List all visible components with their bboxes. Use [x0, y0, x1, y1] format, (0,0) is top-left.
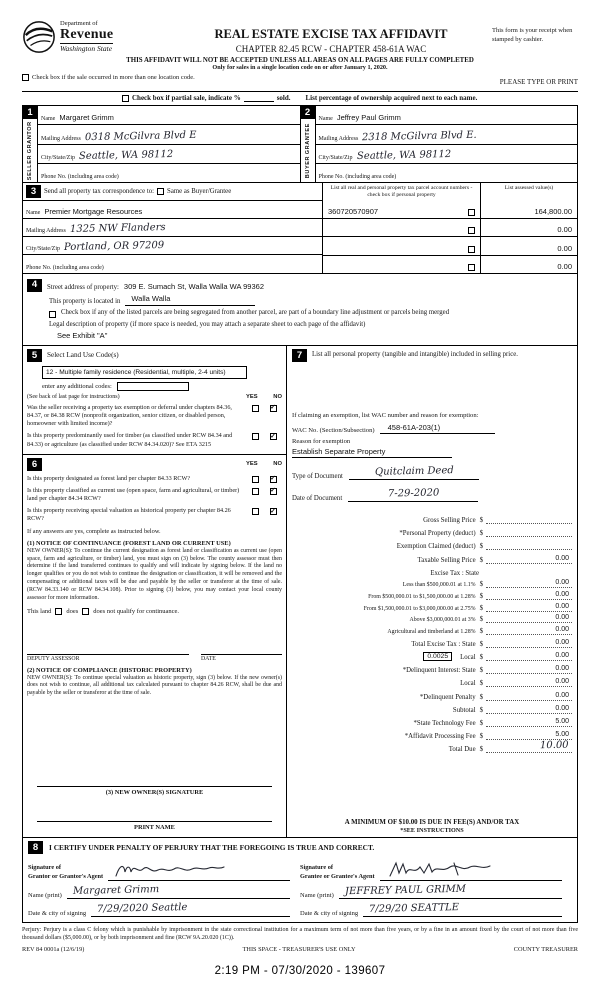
correspondence-csz-label: City/State/Zip: [26, 246, 60, 253]
yes-no-header-6: [246, 461, 282, 467]
tier4-row: [292, 612, 572, 624]
land-use-code-box[interactable]: 12 - Multiple family residence (Residential, multiple, 2-4 units): [42, 366, 247, 379]
date-of-document-value[interactable]: [348, 489, 478, 502]
ownership-note: List percentage of ownership acquired next to each name.: [305, 94, 478, 102]
historic-question-row: [27, 507, 282, 523]
does-checkbox[interactable]: [55, 608, 62, 615]
personal-property-checkbox-4[interactable]: [468, 264, 475, 271]
buyer-address-value[interactable]: 2318 McGilvra Blvd E.: [362, 129, 478, 143]
continuance-qualify-row: [27, 608, 282, 615]
street-address-label: Street address of property:: [47, 284, 119, 292]
section-8-badge: 8: [28, 841, 43, 854]
dollar-sign: $: [479, 733, 483, 741]
total-excise-state-value: 0.00: [486, 639, 572, 648]
deputy-date-line[interactable]: [201, 647, 282, 655]
section-3-badge: 3: [26, 185, 41, 198]
correspondence-address-value[interactable]: 1325 NW Flanders: [69, 222, 166, 236]
local-rate-box: 0.0025: [423, 652, 452, 661]
parcel-number-value[interactable]: 360720570907: [328, 206, 379, 216]
reason-exemption-value[interactable]: Establish Separate Property: [292, 447, 452, 458]
buyer-rail: [301, 106, 316, 182]
grantor-name-print-field[interactable]: [67, 883, 290, 899]
gross-selling-price-value[interactable]: [486, 515, 572, 524]
parcel-row: [323, 256, 480, 274]
land-use-title: Select Land Use Code(s): [47, 351, 119, 360]
delinquent-interest-local-row: [292, 674, 572, 687]
type-of-document-handwriting: Quitclaim Deed: [374, 464, 454, 478]
personal-property-blank-area[interactable]: [292, 362, 572, 412]
tier4-value: 0.00: [486, 614, 572, 623]
grantor-signing-block: [28, 859, 300, 917]
multi-location-label: Check box if the sale occurred in more than one location code.: [32, 74, 195, 81]
excise-tax-calculation: [292, 511, 572, 754]
assessed-values-header: List assessed value(s): [504, 185, 554, 192]
parcel-numbers-header: List all real and personal property tax parcel account numbers - check box if personal property: [330, 185, 473, 199]
seller-fields: [38, 106, 300, 182]
new-owner-signature-line[interactable]: [37, 777, 272, 787]
timber-no-checkbox[interactable]: ✓: [270, 432, 276, 440]
gross-selling-price-label: Gross Selling Price: [423, 516, 476, 524]
forest-yes-checkbox[interactable]: [252, 476, 259, 483]
historic-no-checkbox[interactable]: ✓: [270, 507, 276, 515]
same-as-buyer-checkbox[interactable]: [157, 188, 164, 195]
state-technology-fee-value: 5.00: [486, 718, 572, 727]
seller-csz-label: City/State/Zip: [41, 154, 75, 161]
seller-grantor-vertical-label: [27, 119, 33, 182]
parcel-numbers-column: [323, 183, 481, 273]
left-column: [23, 346, 287, 837]
seller-name-value[interactable]: Margaret Grimm: [59, 113, 114, 123]
print-name-label: PRINT NAME: [134, 823, 175, 831]
current-use-yes-checkbox[interactable]: [252, 488, 259, 495]
seller-section: [23, 106, 300, 182]
receipt-note: This form is your receipt when stamped by cashier.: [492, 27, 573, 43]
type-of-document-label: Type of Document: [292, 472, 343, 480]
timber-yes-checkbox[interactable]: [252, 433, 259, 440]
excise-tax-state-header: Excise Tax : State: [430, 569, 479, 577]
partial-percent-field[interactable]: [244, 95, 274, 102]
seller-rail: [23, 106, 38, 182]
multi-location-checkbox[interactable]: [22, 74, 29, 81]
grantor-signature-scribble: [112, 860, 232, 880]
tier3-value: 0.00: [486, 603, 572, 612]
timber-question: Is this property predominantly used for timber (as classified under RCW 84.34 and 84.33) or agriculture (as classified under RCW 84.34.020)? See ETA 3215: [27, 432, 233, 448]
current-use-question: Is this property classified as current use (open space, farm and agricultural, or timber) land per chapter 84.34 RCW?: [27, 486, 240, 503]
wac-value[interactable]: 458-61A-203(1): [380, 423, 495, 434]
tier4-label: Above $3,000,000.01 at 3%: [409, 617, 476, 624]
form-header: [22, 20, 578, 54]
forest-land-question: Is this property designated as forest land per chapter 84.33 RCW?: [27, 474, 191, 482]
tier2-value: 0.00: [486, 591, 572, 600]
historic-yes-checkbox[interactable]: [252, 508, 259, 515]
affidavit-processing-fee-label: *Affidavit Processing Fee: [404, 733, 476, 741]
dor-brand-text: [60, 20, 113, 54]
does-not-checkbox[interactable]: [82, 608, 89, 615]
buyer-fields: [316, 106, 578, 182]
grantor-signature-label: [28, 864, 103, 880]
historic-question: Is this property receiving special valuation as historical property per chapter 84.26 RCW?: [27, 507, 231, 523]
grantee-name-print-field[interactable]: [339, 883, 562, 899]
tier3-row: [292, 600, 572, 612]
assessed-values-column: [481, 183, 577, 273]
print-name-line[interactable]: [37, 812, 272, 822]
dollar-sign: $: [479, 516, 483, 524]
forest-no-checkbox[interactable]: ✓: [270, 474, 276, 482]
does-label: does: [66, 607, 79, 615]
tier2-label: From $500,000.01 to $1,500,000.00 at 1.28%: [368, 593, 476, 600]
section-5-badge: 5: [27, 349, 42, 362]
seller-phone-label: Phone No. (including area code): [41, 174, 119, 181]
does-not-label: does not qualify for continuance.: [93, 607, 180, 615]
assessed-value: 0.00: [481, 237, 577, 256]
form-revision-number: REV 84 0001a (12/6/19): [22, 945, 85, 953]
cashier-timestamp: 2:19 PM - 07/30/2020 - 139607: [214, 964, 386, 977]
agricultural-label: Agricultural and timberland at 1.28%: [387, 628, 476, 635]
correspondence-phone-label: Phone No. (including area code): [26, 265, 104, 272]
yes-no-header: [246, 394, 282, 400]
buyer-role-2: GRANTEE: [304, 122, 311, 155]
section-3: [22, 183, 578, 274]
date-label: DATE: [201, 655, 216, 662]
seller-address-label: Mailing Address: [41, 135, 81, 142]
new-owner-signature-label: (3) NEW OWNER(S) SIGNATURE: [105, 788, 204, 796]
section-2-badge: 2: [300, 106, 315, 119]
send-correspondence-label: Send all property tax correspondence to:: [44, 188, 155, 196]
correspondence-csz-value[interactable]: Portland, OR 97209: [63, 240, 165, 254]
exemption-claimed-row: [292, 537, 572, 550]
section-6: [23, 455, 286, 837]
delinquent-interest-local-label: Local: [460, 680, 476, 688]
current-use-question-row: [27, 487, 282, 503]
single-location-note: Only for sales in a single location code on or after January 1, 2020.: [212, 64, 388, 71]
exemption-claimed-label: Exemption Claimed (deduct): [396, 543, 476, 551]
dor-brand: [22, 20, 170, 54]
assessed-value: 164,800.00: [481, 200, 577, 219]
seller-role-2: GRANTOR: [27, 121, 33, 153]
additional-codes-label: enter any additional codes:: [42, 382, 112, 390]
subtotal-label: Subtotal: [452, 706, 476, 714]
tier1-value: 0.00: [486, 579, 572, 588]
dollar-sign: $: [479, 640, 483, 648]
signature-of-label: Signature of: [300, 864, 333, 872]
grantor-date-city-label: Date & city of signing: [28, 909, 87, 917]
type-of-document-value[interactable]: [349, 464, 479, 480]
multi-location-block: [22, 74, 197, 82]
state-technology-fee-row: [292, 714, 572, 727]
correspondence-name-label: Name: [26, 210, 41, 217]
type-print-row: [22, 74, 578, 91]
seller-address-value[interactable]: 0318 McGilvra Blvd E: [84, 129, 197, 143]
parcel-row: [323, 237, 480, 256]
certify-statement: I CERTIFY UNDER PENALTY OF PERJURY THAT THE FOREGOING IS TRUE AND CORRECT.: [49, 842, 375, 852]
chapter-line: CHAPTER 82.45 RCW - CHAPTER 458-61A WAC: [235, 44, 427, 54]
segregated-label: Check box if any of the listed parcels are being segregated from another parcel, are part of a boundary line adjustment or parcels being merged: [61, 309, 450, 317]
grantee-name-print-value: JEFFREY PAUL GRIMM: [344, 883, 466, 898]
tier2-row: [292, 588, 572, 600]
tier1-label: Less than $500,000.01 at 1.1%: [402, 582, 476, 589]
grantee-date-city-label: Date & city of signing: [300, 909, 359, 917]
personal-property-deduct-label: *Personal Property (deduct): [399, 530, 476, 538]
total-due-row: [292, 740, 572, 753]
total-excise-state-label: Total Excise Tax : State: [411, 640, 476, 648]
dollar-sign: $: [479, 706, 483, 714]
grantor-name-print-label: Name (print): [28, 891, 62, 899]
parties-row: [22, 105, 578, 183]
grantor-agent-label: Grantor or Grantor's Agent: [28, 872, 104, 880]
date-of-document-label: Date of Document: [292, 494, 343, 502]
affidavit-processing-fee-value: 5.00: [486, 731, 572, 740]
section-4-badge: 4: [27, 279, 42, 292]
tier3-label: From $1,500,000.01 to $3,000,000.00 at 2.75%: [363, 605, 476, 612]
section-5: [23, 346, 286, 455]
dollar-sign: $: [479, 746, 483, 754]
dollar-sign: $: [479, 680, 483, 688]
buyer-csz-value[interactable]: Seattle, WA 98112: [356, 148, 451, 162]
minimum-due-block: [292, 815, 572, 837]
signature-of-label: Signature of: [28, 864, 61, 872]
total-due-handwriting: 10.00: [540, 740, 570, 752]
grantee-date-city-field[interactable]: [363, 901, 562, 917]
section-6-badge: 6: [27, 458, 42, 471]
section-4: [22, 274, 578, 346]
exemption-no-checkbox[interactable]: ✓: [270, 404, 276, 412]
assessed-value: 0.00: [481, 219, 577, 238]
gross-selling-price-row: [292, 511, 572, 524]
correspondence-name-value[interactable]: Premier Mortgage Resources: [44, 207, 143, 217]
seller-name-label: Name: [41, 116, 56, 123]
grantee-signing-block: [300, 859, 572, 917]
dollar-sign: $: [479, 667, 483, 675]
exemption-claimed-value[interactable]: [486, 541, 572, 550]
timber-question-row: [27, 432, 282, 448]
legal-description-label: Legal description of property (if more space is needed, you may attach a separate sheet to each page of the affidavit): [49, 320, 366, 328]
grantor-signature-field[interactable]: [108, 859, 290, 881]
notice-continuance-body: NEW OWNER(S): To continue the current designation as forest land or classification as current use (open space, farm and agriculture, or timber) land, you must sign on (3) below. The county assessor must then determine if the land transferred continues to qualify and will indicate by signing below. If the land no longer qualifies or you do not wish to continue the designation or classification, it will be removed and the compensating or additional taxes will be due and payable by the seller or transferor at the time of sale. (RCW 84.33.140 or RCW 84.34.108). Prior to signing (3) below, you may contact your local county assessor for more information.: [27, 547, 282, 601]
grantee-signature-scribble: [384, 860, 504, 880]
tier1-row: [292, 577, 572, 589]
local-label: Local: [460, 654, 476, 662]
see-back-note: (See back of last page for instructions): [27, 393, 120, 400]
treasurer-space-label: THIS SPACE - TREASURER'S USE ONLY: [242, 945, 356, 953]
if-yes-note: If any answers are yes, complete as instructed below.: [27, 527, 161, 535]
perjury-statement: Perjury: Perjury is a class C felony which is punishable by imprisonment in the state correctional institution for a maximum term of not more than five years, or by a fine in an amount fixed by the court of not more than five thousand dollars ($5,000.00), or by both imprisonment and fine (RCW 9A.20.020 (1C)).: [22, 926, 578, 942]
washington-state-label: Washington State: [60, 44, 113, 54]
footer-row: [22, 946, 578, 953]
buyer-role-1: BUYER: [304, 156, 311, 179]
section-7: [287, 346, 577, 837]
located-in-value[interactable]: Walla Walla: [125, 294, 255, 306]
forest-land-question-row: [27, 475, 282, 483]
segregated-checkbox[interactable]: [49, 311, 56, 318]
dollar-sign: $: [479, 581, 483, 589]
total-due-value: [486, 741, 572, 753]
delinquent-interest-local-value: 0.00: [486, 678, 572, 687]
dollar-sign: $: [479, 592, 483, 600]
warning-line: THIS AFFIDAVIT WILL NOT BE ACCEPTED UNLESS ALL AREAS ON ALL PAGES ARE FULLY COMPLETED: [126, 57, 474, 64]
dollar-sign: $: [479, 556, 483, 564]
revenue-logo-icon: [22, 20, 56, 54]
buyer-section: [300, 106, 578, 182]
grantee-name-print-label: Name (print): [300, 891, 334, 899]
dollar-sign: $: [479, 543, 483, 551]
affidavit-processing-fee-row: [292, 727, 572, 740]
notice-continuance-title: (1) NOTICE OF CONTINUANCE (FOREST LAND OR CURRENT USE): [27, 539, 231, 547]
wac-label: WAC No. (Section/Subsection): [292, 426, 375, 434]
delinquent-penalty-label: *Delinquent Penalty: [419, 693, 476, 701]
delinquent-interest-state-value: 0.00: [486, 665, 572, 674]
subtotal-row: [292, 701, 572, 714]
dollar-sign: $: [479, 654, 483, 662]
personal-property-deduct-value[interactable]: [486, 528, 572, 537]
section-1-badge: 1: [23, 106, 38, 119]
partial-sale-bar: [22, 91, 578, 105]
local-excise-value: 0.00: [486, 652, 572, 661]
deputy-assessor-labels: [27, 656, 282, 662]
no-label: NO: [273, 393, 282, 400]
current-use-no-checkbox[interactable]: ✓: [270, 487, 276, 495]
dollar-sign: $: [479, 720, 483, 728]
deputy-assessor-lines: [27, 647, 282, 655]
taxable-selling-price-value: 0.00: [486, 555, 572, 564]
same-as-buyer-label: Same as Buyer/Grantee: [167, 188, 232, 196]
seller-csz-value[interactable]: Seattle, WA 98112: [78, 148, 174, 162]
dollar-sign: $: [479, 693, 483, 701]
deputy-assessor-label: DEPUTY ASSESSOR: [27, 655, 80, 662]
date-of-document-handwriting: 7-29-2020: [387, 487, 439, 500]
exemption-yes-checkbox[interactable]: [252, 405, 259, 412]
county-treasurer-label: COUNTY TREASURER: [513, 945, 578, 953]
notice-compliance-body: NEW OWNER(S): To continue special valuation as historic property, sign (3) below. If the new owner(s) does not wish to continue, all additional tax calculated pursuant to chapter 84.26 RCW, shall be due and payable by the seller or transferor at the time of sale.: [27, 674, 282, 697]
total-due-label: Total Due: [448, 746, 476, 754]
taxable-selling-price-row: [292, 550, 572, 563]
form-title: REAL ESTATE EXCISE TAX AFFIDAVIT: [214, 27, 448, 41]
excise-tax-state-header-row: [292, 564, 572, 577]
delinquent-penalty-row: [292, 687, 572, 700]
header-center: [176, 20, 486, 54]
deputy-assessor-signature-line[interactable]: [27, 647, 189, 655]
buyer-grantee-vertical-label: [305, 119, 311, 182]
personal-property-checkbox-1[interactable]: [468, 209, 475, 216]
please-type-label: PLEASE TYPE OR PRINT: [499, 78, 578, 86]
legal-description-value[interactable]: See Exhibit "A": [57, 330, 108, 340]
street-address-value[interactable]: 309 E. Sumach St, Walla Walla WA 99362: [123, 282, 264, 292]
exemption-question-row: [27, 404, 282, 429]
dollar-sign: $: [479, 530, 483, 538]
delinquent-penalty-value: 0.00: [486, 692, 572, 701]
agricultural-row: [292, 623, 572, 635]
see-instructions-note: *SEE INSTRUCTIONS: [400, 826, 464, 834]
grantor-date-city-field[interactable]: [91, 901, 290, 917]
section-8: [22, 838, 578, 923]
dollar-sign: $: [479, 616, 483, 624]
revenue-label: Revenue: [60, 27, 114, 43]
seller-role-1: SELLER: [27, 154, 33, 181]
sold-label: sold.: [276, 94, 291, 102]
grantee-date-city-value: 7/29/20 SEATTLE: [369, 901, 460, 915]
personal-property-checkbox-2[interactable]: [468, 227, 475, 234]
minimum-due-note: A MINIMUM OF $10.00 IS DUE IN FEE(S) AND/OR TAX: [344, 818, 520, 826]
delinquent-interest-state-row: [292, 661, 572, 674]
exemption-question: Was the seller receiving a property tax exemption or deferral under chapters 84.36, 84.37, or 84.38 RCW (nonprofit organization, senior citizen, or disabled person, homeowner with limited income)?: [27, 403, 232, 428]
buyer-csz-label: City/State/Zip: [318, 154, 353, 161]
total-excise-state-row: [292, 635, 572, 648]
correspondence-address-label: Mailing Address: [26, 228, 66, 235]
this-land-label: This land: [27, 607, 52, 615]
personal-property-title: List all personal property (tangible and intangible) included in selling price.: [312, 350, 518, 358]
personal-property-checkbox-3[interactable]: [468, 246, 475, 253]
section-7-badge: 7: [292, 349, 307, 362]
dollar-sign: $: [479, 627, 483, 635]
notice-compliance-title: (2) NOTICE OF COMPLIANCE (HISTORIC PROPERTY): [27, 666, 192, 674]
partial-sale-checkbox[interactable]: [122, 95, 129, 102]
tax-correspondence-block: [23, 183, 323, 273]
reason-exemption-label: Reason for exemption: [292, 437, 351, 445]
parcel-row: [323, 219, 480, 238]
yes-label: YES: [246, 393, 258, 400]
located-in-label: This property is located in: [49, 298, 121, 306]
buyer-name-label: Name: [318, 116, 333, 123]
middle-columns: [22, 346, 578, 838]
subtotal-value: 0.00: [486, 705, 572, 714]
assessed-value: 0.00: [557, 262, 572, 272]
taxable-selling-price-label: Taxable Selling Price: [417, 556, 476, 564]
personal-property-deduct-row: [292, 524, 572, 537]
exemption-note: If claiming an exemption, list WAC number and reason for exemption:: [292, 411, 479, 419]
parcel-row: [323, 200, 480, 219]
agricultural-value: 0.00: [486, 626, 572, 635]
buyer-name-value[interactable]: Jeffrey Paul Grimm: [336, 113, 401, 123]
state-technology-fee-label: *State Technology Fee: [413, 720, 476, 728]
grantor-date-city-value: 7/29/2020 Seattle: [97, 901, 188, 915]
buyer-address-label: Mailing Address: [318, 135, 359, 142]
local-excise-row: [292, 648, 572, 661]
grantor-name-print-value: Margaret Grimm: [72, 883, 160, 897]
yes-label: YES: [246, 461, 258, 468]
grantee-agent-label: Grantee or Grantee's Agent: [300, 872, 375, 880]
additional-codes-box[interactable]: [117, 382, 189, 391]
dept-of-label: Department of: [60, 20, 98, 27]
delinquent-interest-state-label: *Delinquent Interest: State: [402, 667, 476, 675]
grantee-signature-label: [300, 864, 375, 880]
no-label: NO: [273, 461, 282, 468]
buyer-phone-label: Phone No. (including area code): [318, 174, 397, 181]
new-owner-signature-block: [27, 777, 282, 833]
grantee-signature-field[interactable]: [380, 859, 562, 881]
partial-sale-label: Check box if partial sale, indicate %: [132, 94, 241, 102]
dollar-sign: $: [479, 604, 483, 612]
